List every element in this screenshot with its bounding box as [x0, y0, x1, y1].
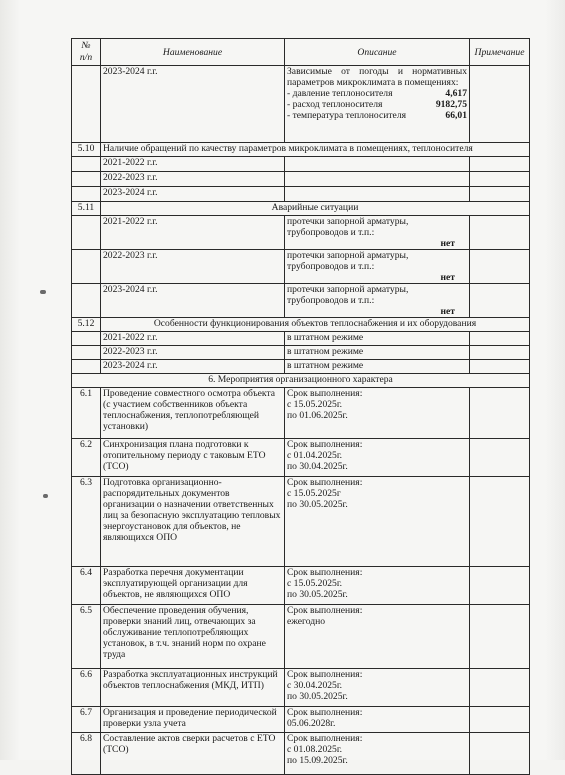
deadline-cell: Срок выполнения: ежегодно	[285, 605, 470, 669]
header-num: № п/п	[72, 39, 101, 66]
document-table	[71, 38, 530, 775]
deadline-cell: Срок выполнения: 05.06.2028г.	[285, 707, 470, 733]
description-cell: в штатном режиме	[285, 360, 470, 374]
param-line: - давление теплоносителя 4,617	[287, 88, 467, 99]
header-note: Примечание	[470, 39, 530, 66]
parameters-intro: Зависимые от погоды и нормативных параметров микроклимата в помещениях:	[287, 66, 467, 88]
table-row	[72, 360, 530, 374]
section-heading-row	[72, 202, 530, 216]
table-header-row	[72, 39, 530, 66]
table-row	[72, 477, 530, 567]
table-row	[72, 439, 530, 477]
name-cell: Проведение совместного осмотра объекта (с участием собственников объекта теплоснабжения, теплопотребляющей установки)	[101, 388, 285, 439]
deadline-cell: Срок выполнения: с 15.05.2025г. по 30.05.2025г.	[285, 567, 470, 605]
description-cell: в штатном режиме	[285, 346, 470, 360]
name-cell: Обеспечение проведения обучения, проверки знаний лиц, отвечающих за обслуживание теплопотребляющих установок, в т.ч. знаний норм по охране труда	[101, 605, 285, 669]
row-num: 6.2	[72, 439, 101, 477]
header-name: Наименование	[101, 39, 285, 66]
section-heading-row	[72, 143, 530, 157]
table-row	[72, 157, 530, 172]
deadline-cell: Срок выполнения: с 30.04.2025г. по 30.05.2025г.	[285, 669, 470, 707]
deadline-cell: Срок выполнения: с 01.08.2025г. по 15.09.2025г.	[285, 733, 470, 775]
section-heading-row	[72, 374, 530, 388]
description-cell: протечки запорной арматуры, трубопроводов и т.п.: нет	[285, 284, 470, 318]
table-row	[72, 733, 530, 775]
name-cell: Составление актов сверки расчетов с ЕТО (ТСО)	[101, 733, 285, 775]
section-heading-row	[72, 318, 530, 332]
table-row	[72, 216, 530, 250]
name-cell: Организация и проведение периодической проверки узла учета	[101, 707, 285, 733]
description-cell: в штатном режиме	[285, 332, 470, 346]
parameters-cell	[285, 66, 470, 143]
name-cell: Синхронизация плана подготовки к отопительному периоду с таковым ЕТО (ТСО)	[101, 439, 285, 477]
table-row	[72, 669, 530, 707]
table-row	[72, 332, 530, 346]
section-title: Особенности функционирования объектов теплоснабжения и их оборудования	[101, 318, 530, 332]
section-title: Аварийные ситуации	[101, 202, 530, 216]
year-cell: 2023-2024 г.г.	[101, 360, 285, 374]
description-cell: протечки запорной арматуры, трубопроводов и т.п.: нет	[285, 250, 470, 284]
table-row	[72, 172, 530, 187]
year-cell: 2021-2022 г.г.	[101, 216, 285, 250]
scan-artifact-mark	[43, 494, 48, 498]
year-cell: 2022-2023 г.г.	[101, 250, 285, 284]
table-row	[72, 567, 530, 605]
year-cell: 2021-2022 г.г.	[101, 157, 285, 172]
year-cell: 2022-2023 г.г.	[101, 346, 285, 360]
header-description: Описание	[285, 39, 470, 66]
name-cell: Разработка перечня документации эксплуатирующей организации для объектов, не являющихся ОПО	[101, 567, 285, 605]
table-row	[72, 707, 530, 733]
year-cell: 2022-2023 г.г.	[101, 172, 285, 187]
section-num: 5.12	[72, 318, 101, 332]
row-num: 6.5	[72, 605, 101, 669]
table-row	[72, 388, 530, 439]
year-cell: 2023-2024 г.г.	[101, 66, 285, 143]
deadline-cell: Срок выполнения: с 15.05.2025г по 30.05.2025г.	[285, 477, 470, 567]
row-num: 6.1	[72, 388, 101, 439]
scan-artifact-mark	[40, 290, 46, 294]
section-6-title: 6. Мероприятия организационного характера	[72, 374, 530, 388]
table-row	[72, 187, 530, 202]
row-num: 6.3	[72, 477, 101, 567]
year-cell: 2023-2024 г.г.	[101, 187, 285, 202]
deadline-cell: Срок выполнения: с 01.04.2025г. по 30.04.2025г.	[285, 439, 470, 477]
deadline-cell: Срок выполнения: с 15.05.2025г. по 01.06.2025г.	[285, 388, 470, 439]
table-row	[72, 605, 530, 669]
row-num: 6.7	[72, 707, 101, 733]
table-row	[72, 66, 530, 143]
table-row	[72, 346, 530, 360]
name-cell: Разработка эксплуатационных инструкций объектов теплоснабжения (МКД, ИТП)	[101, 669, 285, 707]
row-num: 6.6	[72, 669, 101, 707]
name-cell: Подготовка организационно-распорядительных документов организации о назначении ответственных лиц за безопасную эксплуатацию тепловых энергоустановок для объектов, не являющихся ОПО	[101, 477, 285, 567]
param-line: - температура теплоносителя 66,01	[287, 110, 467, 121]
table-row	[72, 250, 530, 284]
year-cell: 2023-2024 г.г.	[101, 284, 285, 318]
year-cell: 2021-2022 г.г.	[101, 332, 285, 346]
row-num: 6.4	[72, 567, 101, 605]
table-row	[72, 284, 530, 318]
param-line: - расход теплоносителя 9182,75	[287, 99, 467, 110]
section-num: 5.10	[72, 143, 101, 157]
row-num: 6.8	[72, 733, 101, 775]
section-title: Наличие обращений по качеству параметров микроклимата в помещениях, теплоносителя	[101, 143, 530, 157]
description-cell: протечки запорной арматуры, трубопроводов и т.п.: нет	[285, 216, 470, 250]
section-num: 5.11	[72, 202, 101, 216]
